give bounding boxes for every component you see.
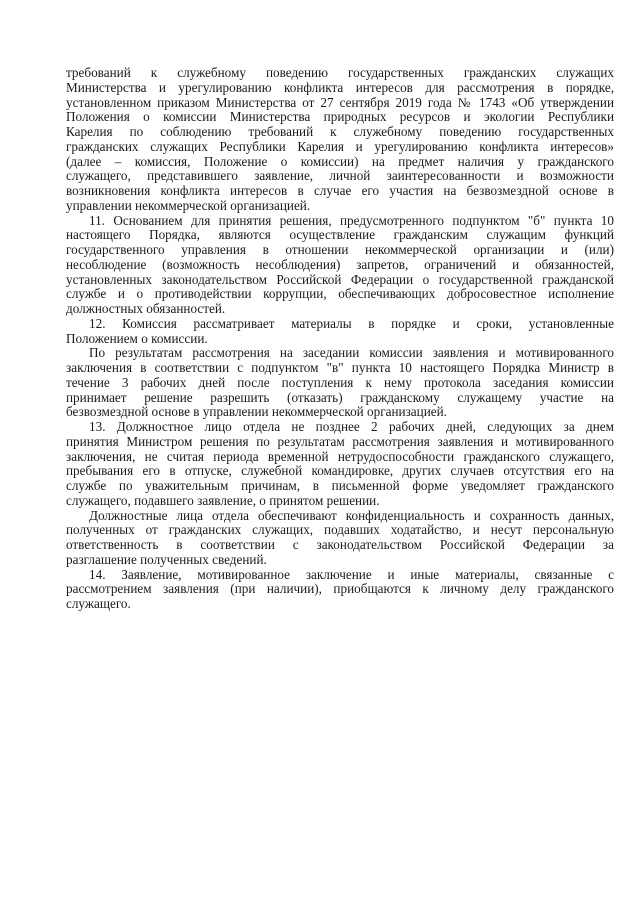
text-line: службе по уважительным причинам, в письменной форме уведомляет гражданского <box>66 479 614 493</box>
text-line: служащего. <box>66 597 131 611</box>
text-line: служащего, подавшего заявление, о принятом решении. <box>66 493 380 508</box>
text-line: рассмотрением заявления (при наличии), приобщаются к личному делу гражданского <box>66 582 614 597</box>
text-line: установленном приказом Министерства от 27 сентября 2019 года № 1743 «Об утверждении <box>66 95 614 110</box>
text-line: службе и о противодействии коррупции, обеспечивающих добросовестное исполнение <box>66 287 614 302</box>
text-line: 12. Комиссия рассматривает материалы в порядке и сроки, установленные <box>89 316 614 331</box>
text-line: возникновения конфликта интересов в случае его участия на безвозмездной основе в <box>66 184 614 198</box>
paragraph-item-14 <box>66 568 614 612</box>
text-line: Должностные лица отдела обеспечивают конфиденциальность и сохранность данных, <box>89 508 614 523</box>
text-line: 14. Заявление, мотивированное заключение и иные материалы, связанные с <box>89 567 614 582</box>
text-line: полученных от гражданских служащих, подавших ходатайство, и несут персональную <box>66 523 614 538</box>
text-line: принимает решение разрешить (отказать) гражданскому служащему участие на <box>66 390 614 405</box>
text-line: заключения в соответствии с подпунктом "в" пункта 10 настоящего Порядка Министр в <box>66 361 614 375</box>
text-line: ответственность в соответствии с законодательством Российской Федерации за <box>66 538 614 552</box>
text-line: 13. Должностное лицо отдела не позднее 2 рабочих дней, следующих за днем <box>89 420 614 434</box>
text-line: разглашение полученных сведений. <box>66 552 267 567</box>
text-line: Положения о комиссии Министерства природных ресурсов и экологии Республики <box>66 110 614 125</box>
text-line: требований к служебному поведению государственных гражданских служащих <box>66 66 614 80</box>
document-body <box>66 66 614 612</box>
text-line: 11. Основанием для принятия решения, предусмотренного подпунктом "б" пункта 10 <box>89 213 614 228</box>
text-line: должностных обязанностей. <box>66 302 226 316</box>
paragraph-item-11 <box>66 214 614 317</box>
text-line: По результатам рассмотрения на заседании комиссии заявления и мотивированного <box>89 346 614 361</box>
text-line: принятия Министром решения по результатам рассмотрения заявления и мотивированного <box>66 434 614 449</box>
text-line: заключения, не считая периода временной нетрудоспособности гражданского служащего, <box>66 449 614 464</box>
paragraph-item-13-confidentiality <box>66 509 614 568</box>
text-line: (далее – комиссия, Положение о комиссии) на предмет наличия у гражданского <box>66 154 614 169</box>
text-line: государственного управления в отношении некоммерческой организации и (или) <box>66 243 614 257</box>
text-line: установленных законодательством Российской Федерации о государственной гражданской <box>66 272 614 287</box>
text-line: безвозмездной основе в управлении некоммерческой организацией. <box>66 405 447 420</box>
text-line: настоящего Порядка, являются осуществление гражданским служащим функций <box>66 228 614 243</box>
text-line: несоблюдение (возможность несоблюдения) запретов, ограничений и обязанностей, <box>66 257 614 272</box>
paragraph-item-12-results <box>66 346 614 420</box>
paragraph-item-13 <box>66 420 614 509</box>
text-line: служащего, представившего заявление, личной заинтересованности и возможности <box>66 169 614 184</box>
text-line: Карелия по соблюдению требований к служебному поведению государственных <box>66 125 614 139</box>
text-line: гражданских служащих Республики Карелия и урегулированию конфликта интересов» <box>66 139 614 154</box>
paragraph-item-12 <box>66 317 614 347</box>
paragraph-continuation <box>66 66 614 214</box>
text-line: Министерства и урегулированию конфликта интересов для рассмотрения в порядке, <box>66 80 614 95</box>
text-line: управлении некоммерческой организацией. <box>66 198 311 213</box>
text-line: течение 3 рабочих дней после поступления к нему протокола заседания комиссии <box>66 375 614 390</box>
text-line: пребывания его в отпуске, служебной командировке, других случаев отсутствия его на <box>66 464 614 479</box>
text-line: Положением о комиссии. <box>66 331 208 346</box>
